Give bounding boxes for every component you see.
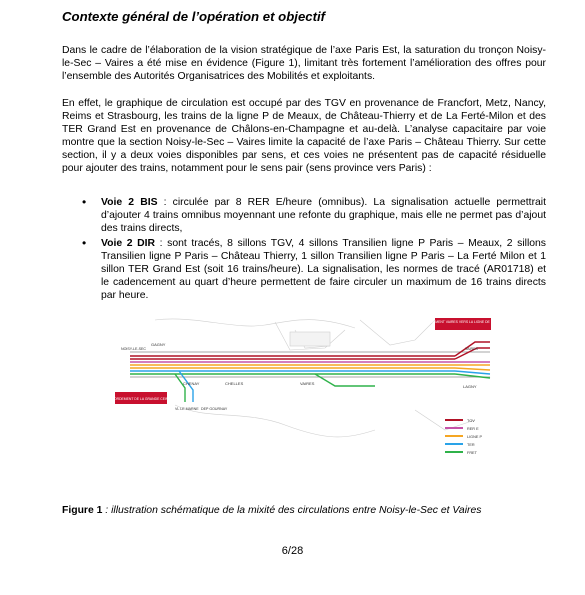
station-gagny: GAGNY (151, 342, 166, 347)
station-chelles: CHELLES (225, 381, 244, 386)
station-vaires-right: VAIRES (465, 347, 478, 351)
track-lines (130, 342, 490, 402)
figure-legend (445, 419, 482, 455)
station-vl-marne: VL LE MARNE (175, 407, 199, 411)
caption-label: Figure 1 (62, 505, 103, 516)
bullet-dot-icon: • (82, 236, 87, 250)
legend-fret: FRET (467, 451, 477, 455)
raccord-right-label: RACCORDEMENT VAIRES VERS LA LIGNE DE FERRIÈRES (415, 320, 511, 324)
background-map (155, 319, 475, 437)
legend-tgv: TGV (467, 419, 475, 423)
section-heading: Contexte général de l’opération et objectif (62, 9, 326, 24)
bullet-term: Voie 2 DIR (101, 238, 156, 249)
station-vaires: VAIRES (300, 381, 315, 386)
bullet-text: : sont tracés, 8 sillons TGV, 4 sillons Transilien ligne P Paris – Meaux, 2 sillons Transilien ligne P Paris – Château Thierry, 1 sillon Transilien ligne P Paris – La Ferté Milon et 1 sillon TER Grand Est (soit 16 trains/heure). La signalisation, les normes de tracé (AR01718) et le cadencement au quart d’heure permettent de faire circuler un maximum de 16 trains directs par heure. (101, 238, 547, 301)
legend-rer-e: RER E (467, 427, 479, 431)
bullet-voie-2-dir (62, 237, 546, 302)
bullet-dot-icon: • (82, 195, 87, 209)
bullet-term: Voie 2 BIS (101, 197, 158, 208)
page-number: 6/28 (281, 545, 304, 557)
station-chenay: CHENAY (183, 381, 200, 386)
station-noisy: NOISY-LE-SEC (121, 347, 147, 351)
bullet-voie-2-bis (62, 196, 546, 235)
station-lagny: LAGNY (463, 384, 477, 389)
legend-ter: TER (467, 443, 475, 447)
raccord-left-label: RACCORDEMENT DE LA GRANDE CEINTURE (104, 397, 178, 401)
legend-ligne-p: LIGNE P (467, 435, 482, 439)
station-dep-gournay: DEP GOURNAY (201, 407, 228, 411)
track-bullet-list (62, 196, 546, 302)
figure-caption (62, 505, 481, 516)
track-diagram-figure (104, 310, 511, 490)
paragraph-context: Dans le cadre de l’élaboration de la vision stratégique de l’axe Paris Est, la saturation du tronçon Noisy-le-Sec – Vaires a été mise en évidence (Figure 1), limitant très fortement l’amélioration des offres pour l’ensemble des Autorités Organisatrices des Mobilités et exploitants. (62, 45, 546, 82)
bullet-text: : circulée par 8 RER E/heure (omnibus). La signalisation actuelle permettrait d’ajouter 4 trains omnibus moyennant une refonte du graphique, mais elle ne permet pas d’ajout des trains directs, (101, 197, 547, 234)
caption-text: : illustration schématique de la mixité des circulations entre Noisy-le-Sec et Vaires (102, 505, 482, 516)
paragraph-capacity: En effet, le graphique de circulation est occupé par des TGV en provenance de Francfort, Metz, Nancy, Reims et Strasbourg, les trains de la ligne P de Meaux, de Château-Thierry et de La Ferté-Milon et des TER Grand Est en provenance de Châlons-en-Champagne et au-delà. L’analyse capacitaire par voie montre que la section Noisy-le-Sec – Vaires limite la capacité de l’axe Paris – Château Thierry. Sur cette section, il y a deux voies disponibles par sens, et ces voies ne présentent pas de capacité résiduelle pour ajouter des trains, notamment pour le sens pair (sens province vers Paris) : (62, 98, 546, 174)
